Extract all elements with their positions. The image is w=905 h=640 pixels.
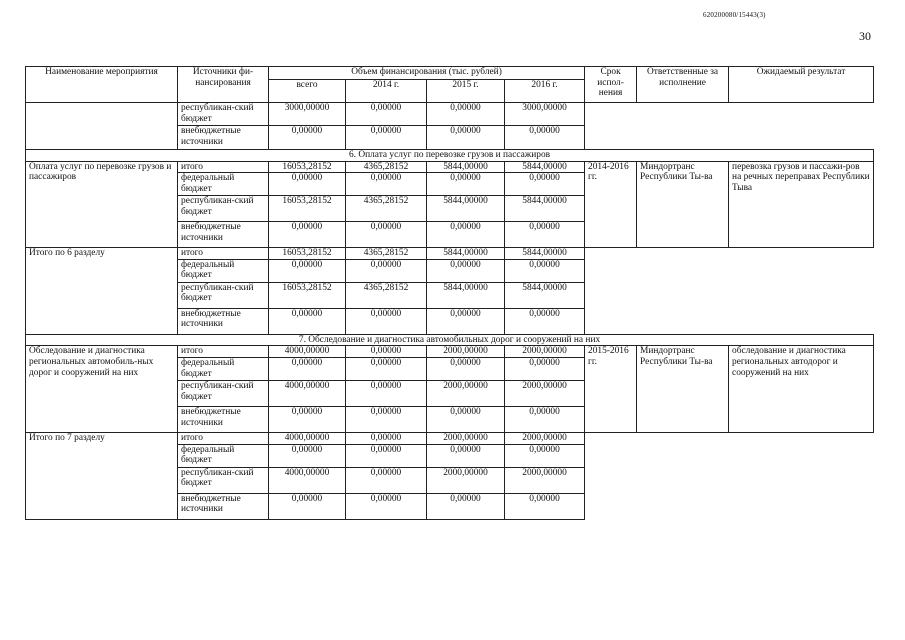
y2016-cell: 2000,00000 — [505, 432, 585, 444]
y2014-cell: 0,00000 — [346, 493, 427, 519]
total-cell: 0,00000 — [269, 126, 346, 150]
table-row — [26, 432, 874, 444]
section-7-name: Обследование и диагностика региональных автомобиль-ных дорог и сооружений на них — [26, 346, 178, 433]
y2014-cell: 4365,28152 — [346, 161, 427, 173]
y2016-cell: 2000,00000 — [505, 346, 585, 358]
y2015-cell: 0,00000 — [427, 444, 505, 467]
y2016-cell: 0,00000 — [505, 173, 585, 196]
empty-cell — [585, 103, 874, 150]
total-cell: 16053,28152 — [269, 196, 346, 222]
y2015-cell: 2000,00000 — [427, 432, 505, 444]
header-name: Наименование мероприятия — [26, 67, 178, 103]
section-title-row — [26, 334, 874, 346]
y2014-cell: 0,00000 — [346, 103, 427, 126]
y2015-cell: 0,00000 — [427, 493, 505, 519]
y2016-cell: 0,00000 — [505, 444, 585, 467]
total-cell: 4000,00000 — [269, 467, 346, 493]
total-cell: 0,00000 — [269, 308, 346, 334]
header-result: Ожидаемый результат — [729, 67, 874, 103]
y2014-cell: 0,00000 — [346, 432, 427, 444]
total-cell: 0,00000 — [269, 493, 346, 519]
section-7-responsible: Миндортранс Республики Ты-ва — [637, 346, 729, 433]
y2016-cell: 0,00000 — [505, 126, 585, 150]
y2015-cell: 0,00000 — [427, 173, 505, 196]
header-source: Источники фи-нансирования — [178, 67, 269, 103]
y2016-cell: 5844,00000 — [505, 282, 585, 308]
y2016-cell: 0,00000 — [505, 493, 585, 519]
source-cell: федеральный бюджет — [178, 357, 269, 380]
y2014-cell: 4365,28152 — [346, 248, 427, 260]
table-row — [26, 346, 874, 358]
source-cell: итого — [178, 346, 269, 358]
header-responsible: Ответственные за исполнение — [637, 67, 729, 103]
y2014-cell: 0,00000 — [346, 357, 427, 380]
section-6-title: 6. Оплата услуг по перевозке грузов и пассажиров — [26, 150, 874, 162]
section-7-title: 7. Обследование и диагностика автомобильных дорог и сооружений на них — [26, 334, 874, 346]
source-cell: итого — [178, 432, 269, 444]
header-2014: 2014 г. — [346, 80, 427, 103]
source-cell: республикан-ский бюджет — [178, 196, 269, 222]
y2014-cell: 4365,28152 — [346, 196, 427, 222]
total-cell: 16053,28152 — [269, 161, 346, 173]
total-cell: 3000,00000 — [269, 103, 346, 126]
y2015-cell: 2000,00000 — [427, 380, 505, 406]
y2016-cell: 3000,00000 — [505, 103, 585, 126]
table-row — [26, 248, 874, 260]
total-cell: 0,00000 — [269, 173, 346, 196]
y2016-cell: 0,00000 — [505, 222, 585, 248]
y2015-cell: 0,00000 — [427, 357, 505, 380]
table-row — [26, 103, 874, 126]
source-cell: внебюджетные источники — [178, 406, 269, 432]
header-2015: 2015 г. — [427, 80, 505, 103]
section-7-result: обследование и диагностика региональных автодорог и сооружений на них — [729, 346, 874, 433]
table-row — [26, 161, 874, 173]
y2015-cell: 0,00000 — [427, 259, 505, 282]
source-cell: федеральный бюджет — [178, 259, 269, 282]
empty-cell — [585, 432, 874, 519]
total-cell: 16053,28152 — [269, 248, 346, 260]
y2015-cell: 5844,00000 — [427, 161, 505, 173]
section-6-responsible: Миндортранс Республики Ты-ва — [637, 161, 729, 248]
source-cell: внебюджетные источники — [178, 493, 269, 519]
header-term: Срок испол-нения — [585, 67, 637, 103]
y2014-cell: 0,00000 — [346, 308, 427, 334]
source-cell: итого — [178, 161, 269, 173]
y2014-cell: 0,00000 — [346, 380, 427, 406]
source-cell: республикан-ский бюджет — [178, 103, 269, 126]
document-id: 620200080/15443(3) — [703, 11, 766, 19]
section-6-name: Оплата услуг по перевозке грузов и пассажиров — [26, 161, 178, 248]
y2015-cell: 0,00000 — [427, 308, 505, 334]
y2014-cell: 0,00000 — [346, 259, 427, 282]
section-6-term: 2014-2016 гг. — [585, 161, 637, 248]
source-cell: республикан-ский бюджет — [178, 380, 269, 406]
total-cell: 0,00000 — [269, 222, 346, 248]
y2016-cell: 5844,00000 — [505, 196, 585, 222]
total-cell: 0,00000 — [269, 259, 346, 282]
source-cell: внебюджетные источники — [178, 126, 269, 150]
source-cell: федеральный бюджет — [178, 173, 269, 196]
header-2016: 2016 г. — [505, 80, 585, 103]
source-cell: внебюджетные источники — [178, 222, 269, 248]
header-row — [26, 67, 874, 80]
source-cell: внебюджетные источники — [178, 308, 269, 334]
name-cell — [26, 103, 178, 150]
total-cell: 4000,00000 — [269, 380, 346, 406]
section-6-subtotal-name: Итого по 6 разделу — [26, 248, 178, 335]
y2014-cell: 0,00000 — [346, 173, 427, 196]
y2014-cell: 4365,28152 — [346, 282, 427, 308]
total-cell: 4000,00000 — [269, 346, 346, 358]
total-cell: 0,00000 — [269, 406, 346, 432]
y2014-cell: 0,00000 — [346, 126, 427, 150]
y2016-cell: 0,00000 — [505, 259, 585, 282]
y2015-cell: 5844,00000 — [427, 196, 505, 222]
section-title-row — [26, 150, 874, 162]
header-volume: Объем финансирования (тыс. рублей) — [269, 67, 585, 80]
section-7-subtotal-name: Итого по 7 разделу — [26, 432, 178, 519]
financing-table — [25, 66, 874, 520]
y2015-cell: 0,00000 — [427, 126, 505, 150]
section-6-result: перевозка грузов и пассажи-ров на речных переправах Республики Тыва — [729, 161, 874, 248]
header-total: всего — [269, 80, 346, 103]
y2015-cell: 5844,00000 — [427, 248, 505, 260]
y2015-cell: 0,00000 — [427, 103, 505, 126]
y2016-cell: 2000,00000 — [505, 380, 585, 406]
y2014-cell: 0,00000 — [346, 406, 427, 432]
page-number: 30 — [859, 29, 871, 43]
y2015-cell: 5844,00000 — [427, 282, 505, 308]
source-cell: итого — [178, 248, 269, 260]
section-7-term: 2015-2016 гг. — [585, 346, 637, 433]
y2016-cell: 5844,00000 — [505, 161, 585, 173]
total-cell: 4000,00000 — [269, 432, 346, 444]
y2015-cell: 2000,00000 — [427, 346, 505, 358]
y2015-cell: 0,00000 — [427, 222, 505, 248]
total-cell: 0,00000 — [269, 357, 346, 380]
source-cell: республикан-ский бюджет — [178, 282, 269, 308]
empty-cell — [585, 248, 874, 335]
total-cell: 0,00000 — [269, 444, 346, 467]
source-cell: республикан-ский бюджет — [178, 467, 269, 493]
y2014-cell: 0,00000 — [346, 222, 427, 248]
y2014-cell: 0,00000 — [346, 346, 427, 358]
source-cell: федеральный бюджет — [178, 444, 269, 467]
y2016-cell: 5844,00000 — [505, 248, 585, 260]
total-cell: 16053,28152 — [269, 282, 346, 308]
y2016-cell: 0,00000 — [505, 406, 585, 432]
y2016-cell: 0,00000 — [505, 357, 585, 380]
y2014-cell: 0,00000 — [346, 444, 427, 467]
y2016-cell: 2000,00000 — [505, 467, 585, 493]
y2014-cell: 0,00000 — [346, 467, 427, 493]
y2015-cell: 0,00000 — [427, 406, 505, 432]
y2016-cell: 0,00000 — [505, 308, 585, 334]
y2015-cell: 2000,00000 — [427, 467, 505, 493]
